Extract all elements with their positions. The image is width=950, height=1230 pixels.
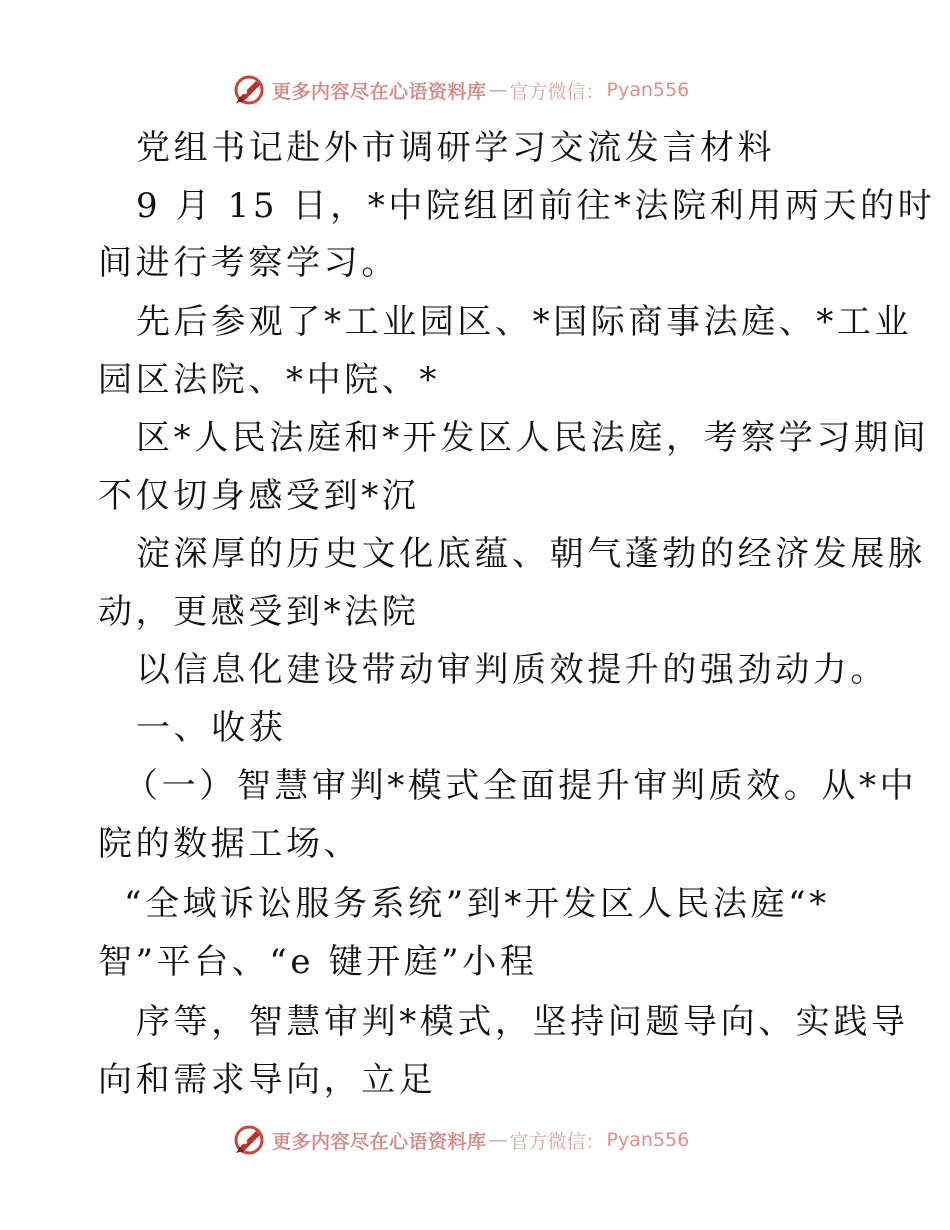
watermark-wechat-label: 官方微信： [509,80,605,103]
watermark-banner-bottom [232,1120,689,1160]
document-title: 党组书记赴外市调研学习交流发言材料 [136,128,776,168]
paragraph-line: 先后参观了*工业园区、*国际商事法庭、*工业 [136,302,913,342]
watermark-wechat-id: Pyan556 [606,1129,690,1151]
watermark-main-text: 更多内容尽在心语资料库 [272,80,487,103]
paragraph-line: 以信息化建设带动审判质效提升的强劲动力。 [136,650,888,690]
paragraph-line: 动，更感受到*法院 [98,592,420,632]
pen-logo-icon [232,1123,266,1157]
paragraph-line: 智”平台、“e 键开庭”小程 [98,942,538,982]
paragraph-line: “全域诉讼服务系统”到*开发区人民法庭“* [124,884,830,924]
paragraph-line: 序等，智慧审判*模式，坚持问题导向、实践导 [136,1002,909,1042]
paragraph-line: 园区法院、*中院、* [98,360,440,400]
paragraph-line: 不仅切身感受到*沉 [98,476,420,516]
paragraph-line: 间进行考察学习。 [98,243,399,283]
watermark-wechat-label: 官方微信： [509,1130,605,1153]
section-heading: 一、收获 [136,708,287,748]
subsection-heading: （一）智慧审判*模式全面提升审判质效。从*中 [124,766,918,806]
paragraph-line: 向和需求导向，立足 [98,1060,437,1100]
watermark-separator: — [488,79,508,101]
paragraph-line: 区*人民法庭和*开发区人民法庭，考察学习期间 [136,418,930,458]
watermark-separator: — [488,1129,508,1151]
paragraph-line: 淀深厚的历史文化底蕴、朝气蓬勃的经济发展脉 [136,534,926,574]
paragraph-line: 院的数据工场、 [98,824,362,864]
watermark-banner-top [232,70,689,110]
watermark-main-text: 更多内容尽在心语资料库 [272,1130,487,1153]
paragraph-line: 9 月 15 日，*中院组团前往*法院利用两天的时 [136,186,936,226]
pen-logo-icon [232,73,266,107]
watermark-wechat-id: Pyan556 [606,79,690,101]
